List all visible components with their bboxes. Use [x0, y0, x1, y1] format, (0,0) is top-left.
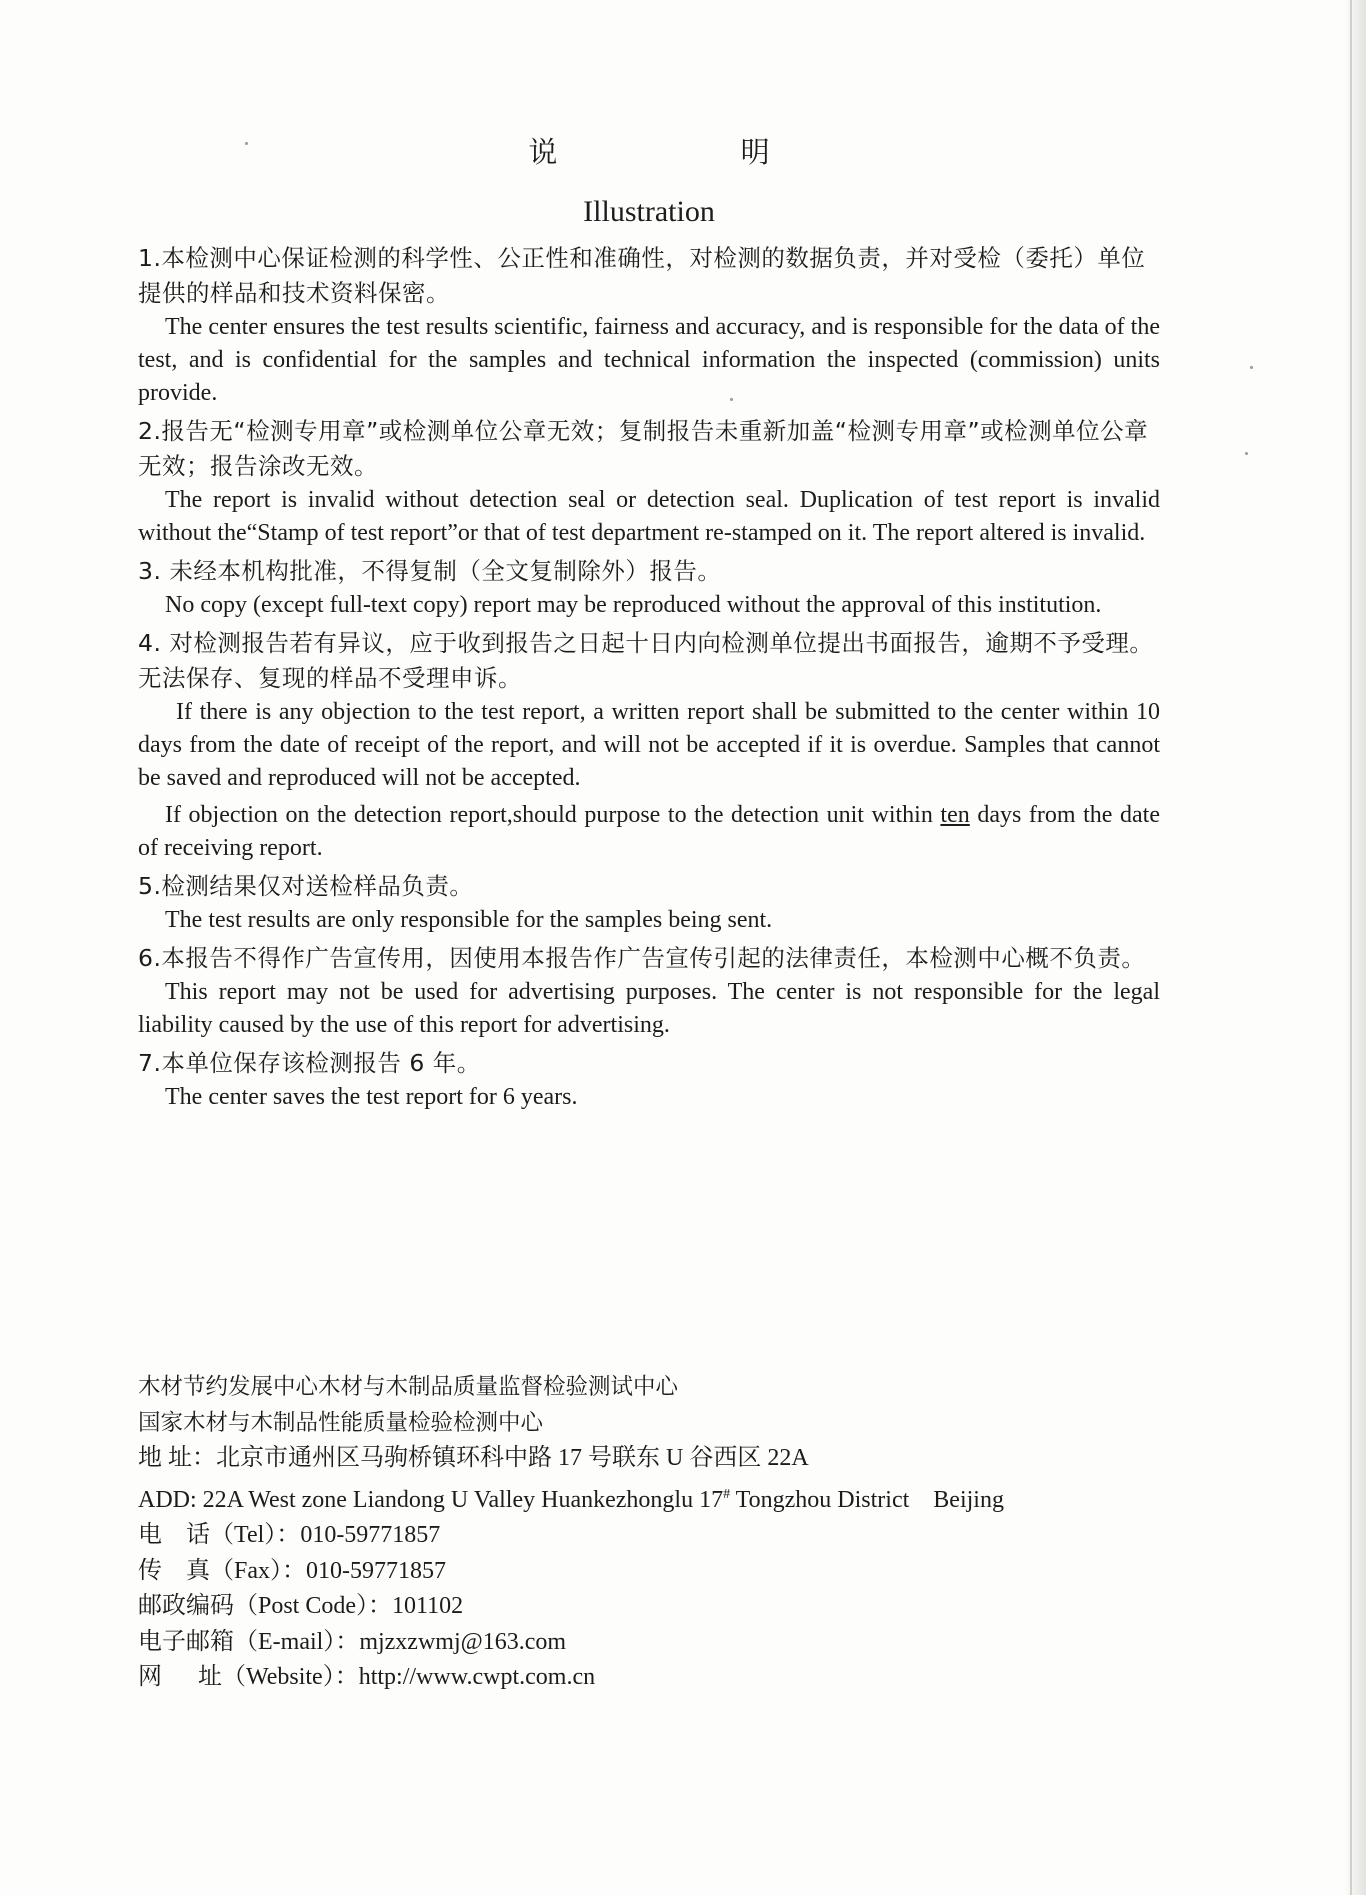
fax-line [138, 1554, 1160, 1590]
item-7-en: The center saves the test report for 6 years. [165, 1084, 578, 1110]
organization-name-2: 国家木材与木制品性能质量检验检测中心 [138, 1409, 544, 1436]
item-4-en-alt-underlined: ten [940, 802, 970, 828]
address-zh: 地 址：北京市通州区马驹桥镇环科中路 17 号联东 U 谷西区 22A [138, 1445, 809, 1471]
item-5-en: The test results are only responsible for the samples being sent. [165, 907, 773, 933]
scan-speck [1245, 452, 1248, 455]
email-label: 电子邮箱（E-mail）： [138, 1628, 360, 1655]
title-chinese: 说 明 [528, 137, 858, 169]
organization-name-1: 木材节约发展中心木材与木制品质量监督检验测试中心 [138, 1374, 679, 1400]
page-edge-line [1350, 0, 1352, 1895]
fax-label: 传 真（Fax）： [138, 1557, 306, 1584]
item-6-en: This report may not be used for advertising purposes. The center is not responsible for the legal liability caused by the use of this report for advertising. [138, 979, 1160, 1038]
postcode-label: 邮政编码（Post Code）： [138, 1593, 393, 1619]
scan-speck [1250, 366, 1253, 369]
item-4-en-alt [138, 799, 1160, 865]
page-edge-shadow [1344, 0, 1366, 1895]
item-2-zh: 2.报告无“检测专用章”或检测单位公章无效；复制报告未重新加盖“检测专用章”或检测单位公章无效；报告涂改无效。 [138, 417, 1149, 480]
fax-value: 010-59771857 [306, 1557, 446, 1584]
item-4-en-alt-before: If objection on the detection report,should purpose to the detection unit within [165, 802, 941, 828]
item-2-en: The report is invalid without detection seal or detection seal. Duplication of test report is invalid without the“Stamp of test report”or that of test department re-stamped on it. The report altered is invalid. [138, 487, 1160, 546]
tel-value: 010-59771857 [300, 1522, 441, 1548]
tel-label: 电 话（Tel）： [138, 1522, 301, 1548]
website-label: 网 址（Website）： [138, 1664, 359, 1690]
item-3-zh: 3. 未经本机构批准，不得复制（全文复制除外）报告。 [138, 557, 722, 585]
item-4-en-alt-after: days from the date of receiving report. [138, 802, 1160, 861]
address-en-before: ADD: 22A West zone Liandong U Valley Huankezhonglu 17 [138, 1486, 724, 1513]
item-4-en: If there is any objection to the test report, a written report shall be submitted to the center within 10 days from the date of receipt of the report, and will not be accepted if it is overdue. Samples that cannot be saved and reproduced will not be accepted. [138, 699, 1160, 791]
title-english: Illustration [583, 195, 715, 228]
item-6-zh: 6.本报告不得作广告宣传用，因使用本报告作广告宣传引起的法律责任，本检测中心概不负责。 [138, 944, 1146, 972]
item-7-zh: 7.本单位保存该检测报告 6 年。 [138, 1049, 481, 1077]
address-en [138, 1477, 1160, 1519]
tel-line [138, 1518, 1160, 1554]
item-1-en: The center ensures the test results scientific, fairness and accuracy, and is responsible for the data of the test, and is confidential for the samples and technical information the inspected (commission) units provide. [138, 314, 1160, 406]
website-value: http://www.cwpt.com.cn [358, 1664, 596, 1690]
item-5-zh: 5.检测结果仅对送检样品负责。 [138, 872, 474, 900]
postcode-value: 101102 [392, 1593, 464, 1619]
website-line [138, 1660, 1160, 1696]
item-3-en: No copy (except full-text copy) report may be reproduced without the approval of this institution. [165, 592, 1102, 618]
email-value: mjzxzwmj@163.com [359, 1628, 567, 1655]
instructions-section [138, 130, 1160, 1118]
item-1-zh: 1.本检测中心保证检测的科学性、公正性和准确性，对检测的数据负责，并对受检（委托）单位提供的样品和技术资料保密。 [138, 244, 1146, 307]
contact-footer [138, 1370, 1160, 1696]
address-en-after: Tongzhou District Beijing [730, 1486, 1004, 1513]
item-4-zh: 4. 对检测报告若有异议，应于收到报告之日起十日内向检测单位提出书面报告，逾期不予受理。无法保存、复现的样品不受理申诉。 [138, 629, 1154, 692]
postcode-line [138, 1589, 1160, 1625]
address-en-sup: # [723, 1486, 731, 1502]
email-line [138, 1625, 1160, 1661]
